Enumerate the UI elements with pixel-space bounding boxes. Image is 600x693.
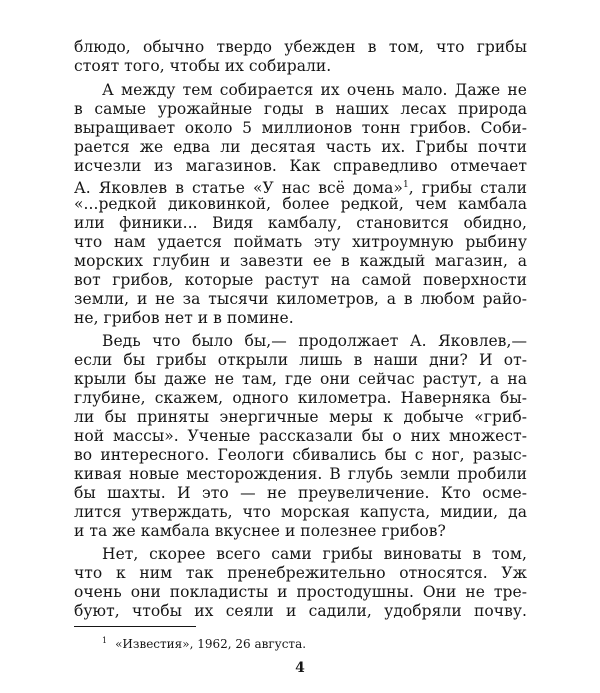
footnote-divider <box>74 626 196 627</box>
text-line: исчезли из магазинов. Как справедливо отмечает <box>74 157 527 175</box>
text-line: не, грибов нет и в помине. <box>74 309 294 327</box>
text-line: глубине, скажем, одного километра. Наверняка бы- <box>74 389 527 407</box>
text-line: крыли бы даже не там, где они сейчас растут, а на <box>74 370 527 388</box>
text-line: что нам удается поймать эту хитроумную рыбину <box>74 233 527 251</box>
text-line: в самые урожайные годы в наших лесах природа <box>74 100 527 118</box>
text-line: «...редкой диковинкой, более редкой, чем камбала <box>74 195 527 213</box>
text-line: и та же камбала вкуснее и полезнее грибов? <box>74 522 446 540</box>
text-line: во интересного. Геологи сбивались бы с ног, разыс- <box>74 446 527 464</box>
text-line: земли, и не за тысячи километров, а в любом райо- <box>74 290 527 308</box>
footnote-reference: 1 <box>402 180 409 190</box>
text-segment: , грибы стали <box>408 179 527 197</box>
text-line: Ведь что было бы,— продолжает А. Яковлев,— <box>102 332 527 350</box>
text-line: морских глубин и завезти ее в каждый магазин, а <box>74 252 527 270</box>
footnote-text: «Известия», 1962, 26 августа. <box>115 637 307 651</box>
text-line: очень они покладисты и простодушны. Они не тре- <box>74 583 527 601</box>
text-line: если бы грибы открыли лишь в наши дни? И от- <box>74 351 527 369</box>
text-line: лится утверждать, что морская капуста, мидии, да <box>74 503 527 521</box>
page-number: 4 <box>295 660 305 676</box>
text-line: А между тем собирается их очень мало. Даже не <box>102 81 527 99</box>
text-line-with-footnote <box>74 176 527 195</box>
text-line: что к ним так пренебрежительно относятся. Уж <box>74 564 527 582</box>
footnote-mark: 1 <box>102 636 108 645</box>
text-segment: А. Яковлев в статье «У нас всё дома» <box>74 179 403 197</box>
text-line: выращивает около 5 миллионов тонн грибов. Соби- <box>74 119 527 137</box>
text-line: ной массы». Ученые рассказали бы о них множест- <box>74 427 527 445</box>
text-line: блюдо, обычно твердо убежден в том, что грибы <box>74 38 527 56</box>
text-line: вот грибов, которые растут на самой поверхности <box>74 271 527 289</box>
text-line: кивая новые месторождения. В глубь земли пробили <box>74 465 527 483</box>
text-line: Нет, скорее всего сами грибы виноваты в том, <box>102 545 527 563</box>
text-line: бы шахты. И это — не преувеличение. Кто осме- <box>74 484 527 502</box>
text-line: рается же едва ли десятая часть их. Грибы почти <box>74 138 527 156</box>
text-line: или финики... Видя камбалу, становится обидно, <box>74 214 527 232</box>
text-line: стоят того, чтобы их собирали. <box>74 57 332 75</box>
footnote <box>102 632 306 650</box>
text-line: ли бы приняты энергичные меры к добыче «гриб- <box>74 408 527 426</box>
text-line: буют, чтобы их сеяли и садили, удобряли почву. <box>74 602 527 620</box>
